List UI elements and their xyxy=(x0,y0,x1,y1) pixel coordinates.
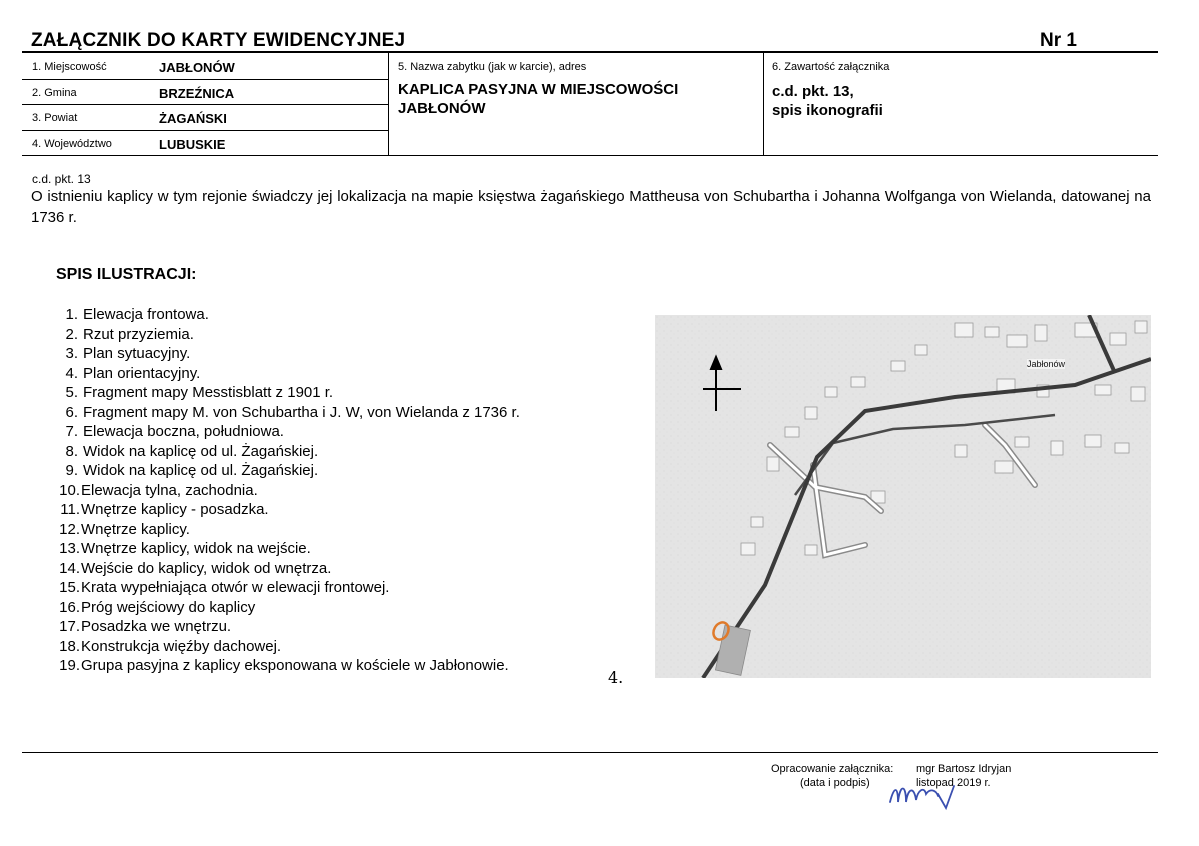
table-row-divider xyxy=(22,130,388,131)
footer-date-sign-label: (data i podpis) xyxy=(800,777,870,789)
table-row-divider xyxy=(22,79,388,80)
illustration-item xyxy=(56,598,520,618)
illustration-item xyxy=(56,364,520,384)
illustration-text: Rzut przyziemia. xyxy=(83,325,194,343)
map-place-label: Jabłonów xyxy=(1027,359,1066,369)
illustration-number: 16. xyxy=(59,598,80,616)
field-label-miejscowosc: 1. Miejscowość xyxy=(32,61,107,73)
illustration-number: 3. xyxy=(65,345,78,362)
illustration-text: Wnętrze kaplicy - posadzka. xyxy=(81,501,269,518)
illustration-text: Wnętrze kaplicy. xyxy=(81,520,190,538)
contents-label: 6. Zawartość załącznika xyxy=(772,61,890,73)
illustration-number: 12. xyxy=(59,520,80,538)
footer-prepared-label: Opracowanie załącznika: xyxy=(771,763,894,775)
monument-name-line2: JABŁONÓW xyxy=(398,100,486,117)
section-note: c.d. pkt. 13 xyxy=(32,172,91,186)
illustration-number: 13. xyxy=(59,540,80,557)
illustration-number: 6. xyxy=(65,403,78,421)
illustration-number: 11. xyxy=(60,501,80,518)
illustration-item xyxy=(56,637,520,657)
footer-author: mgr Bartosz Idryjan xyxy=(916,763,1012,775)
illustration-item xyxy=(56,617,520,637)
illustration-number: 15. xyxy=(59,579,80,596)
illustrations-list xyxy=(56,305,520,676)
illustration-item xyxy=(56,559,520,579)
history-paragraph: O istnieniu kaplicy w tym rejonie świadczy jej lokalizacja na mapie księstwa żagańskiego Mattheusa von Schubartha i Johanna Wolfganga von Wielanda, datowanej na 1736 r. xyxy=(31,188,1151,226)
attachment-number: Nr 1 xyxy=(1040,30,1077,51)
illustration-number: 1. xyxy=(65,306,78,323)
illustration-text: Krata wypełniająca otwór w elewacji frontowej. xyxy=(81,579,390,596)
illustration-text: Plan orientacyjny. xyxy=(83,364,201,382)
illustration-text: Plan sytuacyjny. xyxy=(83,345,191,362)
monument-label: 5. Nazwa zabytku (jak w karcie), adres xyxy=(398,61,587,73)
illustration-item xyxy=(56,344,520,364)
illustration-text: Widok na kaplicę od ul. Żagańskiej. xyxy=(83,462,319,479)
table-row-divider xyxy=(22,104,388,105)
field-value-wojewodztwo: LUBUSKIE xyxy=(159,137,226,152)
map-drawing xyxy=(655,315,1151,678)
illustration-text: Elewacja boczna, południowa. xyxy=(83,423,284,440)
illustration-text: Wnętrze kaplicy, widok na wejście. xyxy=(81,540,311,557)
illustration-number: 18. xyxy=(59,637,80,655)
illustration-number: 2. xyxy=(65,325,78,343)
illustration-item xyxy=(56,422,520,442)
field-label-gmina: 2. Gmina xyxy=(32,87,77,99)
illustration-item xyxy=(56,481,520,501)
illustration-text: Posadzka we wnętrzu. xyxy=(81,618,232,635)
illustration-text: Elewacja tylna, zachodnia. xyxy=(81,481,258,499)
footer-date: listopad 2019 r. xyxy=(916,777,991,789)
contents-line1: c.d. pkt. 13, xyxy=(772,83,854,100)
location-map xyxy=(655,315,1151,678)
field-value-miejscowosc: JABŁONÓW xyxy=(159,60,235,75)
illustration-item xyxy=(56,461,520,481)
illustration-text: Fragment mapy M. von Schubartha i J. W, von Wielanda z 1736 r. xyxy=(83,403,520,421)
page-title: ZAŁĄCZNIK DO KARTY EWIDENCYJNEJ xyxy=(31,30,406,51)
illustration-text: Konstrukcja więźby dachowej. xyxy=(81,637,282,655)
illustration-item xyxy=(56,520,520,540)
illustration-number: 9. xyxy=(65,462,78,479)
illustration-number: 10. xyxy=(59,481,80,499)
table-top-border xyxy=(22,51,1158,53)
footer-divider xyxy=(22,752,1158,753)
illustration-text: Grupa pasyjna z kaplicy eksponowana w kościele w Jabłonowie. xyxy=(81,657,509,674)
field-value-powiat: ŻAGAŃSKI xyxy=(159,111,227,126)
illustration-number: 14. xyxy=(59,559,80,577)
illustration-item xyxy=(56,442,520,462)
field-label-wojewodztwo: 4. Województwo xyxy=(32,138,112,150)
monument-name-line1: KAPLICA PASYJNA W MIEJSCOWOŚCI xyxy=(398,81,679,98)
illustration-text: Fragment mapy Messtisblatt z 1901 r. xyxy=(83,384,334,401)
table-bottom-border xyxy=(22,155,1158,156)
illustration-number: 8. xyxy=(65,442,78,460)
illustration-item xyxy=(56,403,520,423)
table-column-divider xyxy=(763,52,764,155)
table-column-divider xyxy=(388,52,389,155)
illustration-item xyxy=(56,656,520,676)
illustration-text: Elewacja frontowa. xyxy=(83,306,209,323)
signature-drawing xyxy=(886,772,966,820)
illustration-item xyxy=(56,500,520,520)
illustration-item xyxy=(56,578,520,598)
illustration-number: 19. xyxy=(59,657,80,674)
illustration-item xyxy=(56,383,520,403)
field-value-gmina: BRZEŹNICA xyxy=(159,86,235,101)
illustrations-title: SPIS ILUSTRACJI: xyxy=(56,266,197,283)
illustration-number: 5. xyxy=(65,384,78,401)
illustration-item xyxy=(56,539,520,559)
illustration-text: Wejście do kaplicy, widok od wnętrza. xyxy=(81,559,332,577)
illustration-number: 17. xyxy=(59,618,80,635)
illustration-number: 7. xyxy=(65,423,78,440)
illustration-item xyxy=(56,305,520,325)
illustration-text: Próg wejściowy do kaplicy xyxy=(81,598,256,616)
illustration-number: 4. xyxy=(65,364,78,382)
contents-line2: spis ikonografii xyxy=(772,102,883,119)
handwritten-mark: 4. xyxy=(608,668,624,687)
field-label-powiat: 3. Powiat xyxy=(32,112,78,124)
illustration-text: Widok na kaplicę od ul. Żagańskiej. xyxy=(83,442,319,460)
illustration-item xyxy=(56,325,520,345)
